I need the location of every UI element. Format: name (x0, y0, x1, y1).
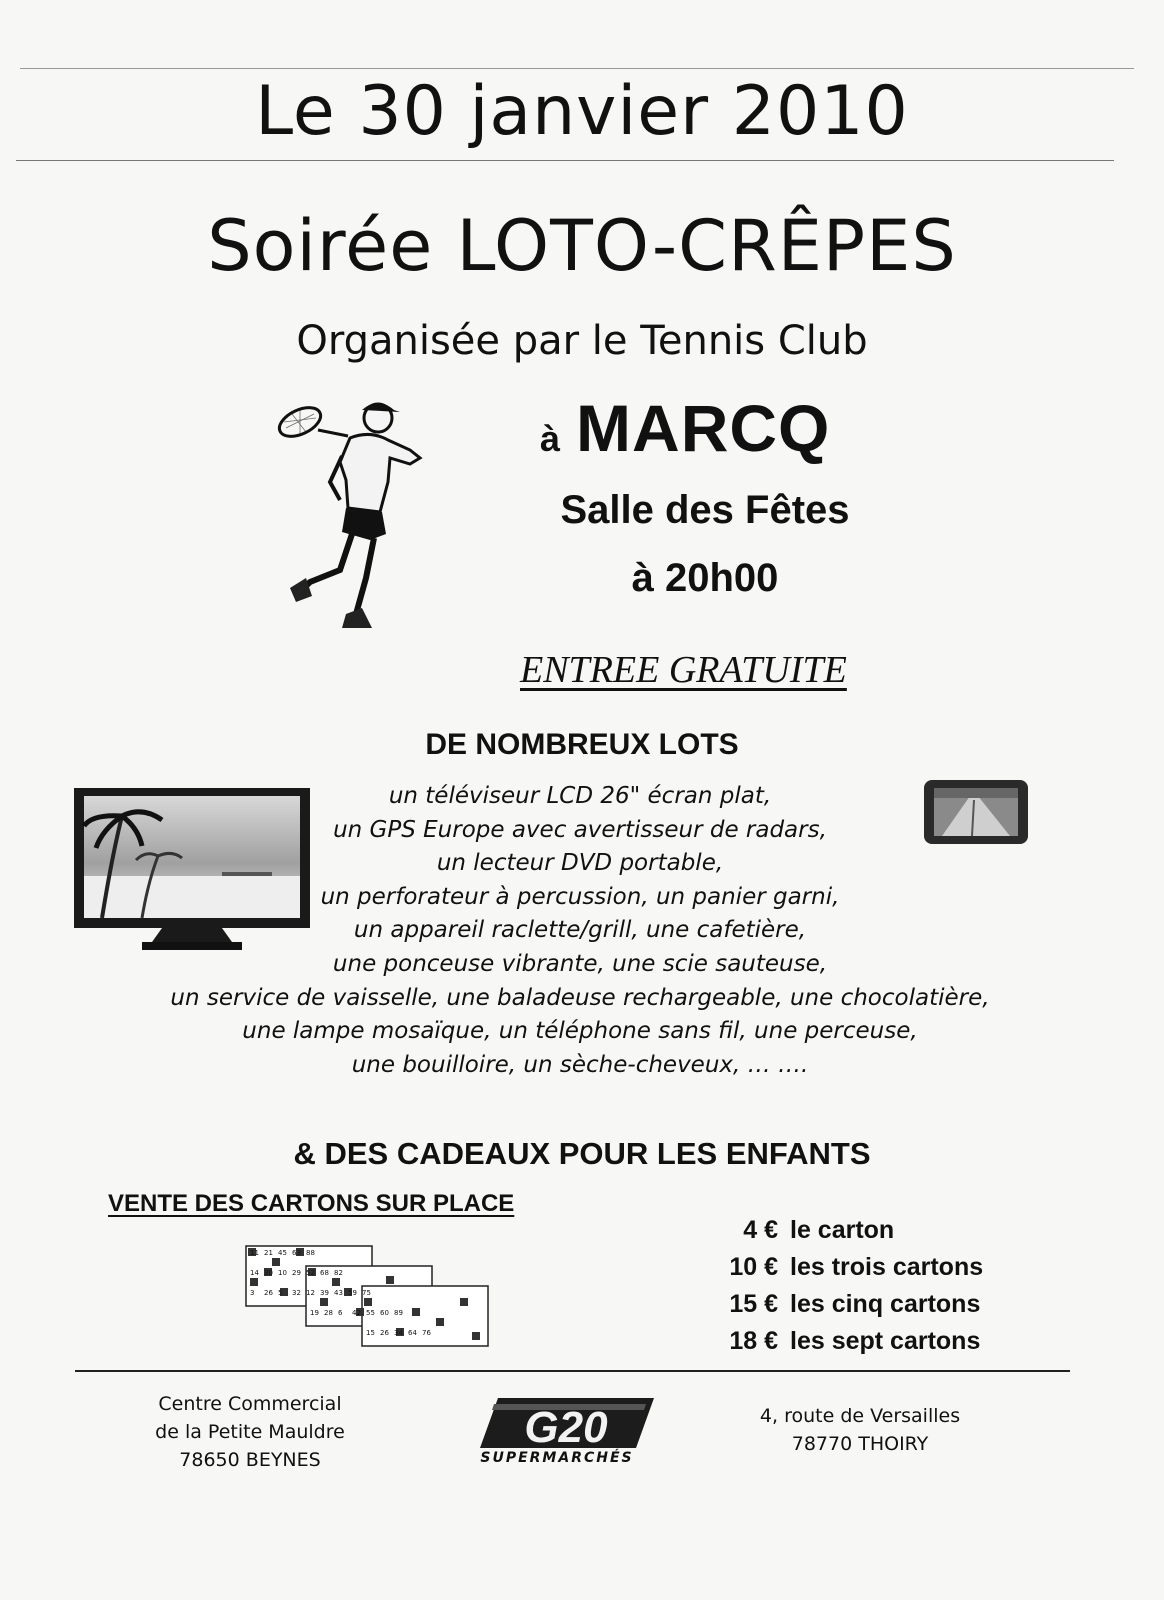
price-row (700, 1216, 983, 1253)
card-number: 75 (362, 1289, 371, 1297)
card-number: 55 (366, 1309, 375, 1317)
card-number: 11 (250, 1249, 259, 1257)
card-number: 76 (422, 1329, 431, 1337)
card-number: 82 (334, 1269, 343, 1277)
card-number: 60 (380, 1309, 389, 1317)
event-time: à 20h00 (631, 556, 779, 600)
organizer-subtitle: Organisée par le Tennis Club (296, 318, 868, 364)
price-label: les cinq cartons (790, 1290, 981, 1318)
free-entry: ENTREE GRATUITE (520, 649, 847, 691)
prize-line: un téléviseur LCD 26" écran plat, (388, 783, 772, 809)
card-number: 19 (310, 1309, 319, 1317)
card-number: 42 (352, 1309, 361, 1317)
event-location (540, 390, 830, 466)
store-address-right (730, 1402, 990, 1458)
prize-line: un lecteur DVD portable, (436, 850, 724, 877)
g20-subtitle: SUPERMARCHÉS (480, 1450, 634, 1466)
card-number: 29 (292, 1269, 301, 1277)
card-number: 89 (394, 1309, 403, 1317)
card-number: 26 (264, 1289, 273, 1297)
prize-line: une bouilloire, un sèche-cheveux, … …. (351, 1051, 809, 1078)
price-amount: 15 € (729, 1290, 778, 1318)
card-sale-heading: VENTE DES CARTONS SUR PLACE (108, 1190, 515, 1217)
card-number: 10 (278, 1269, 287, 1277)
card-number: 68 (320, 1269, 329, 1277)
location-name: MARCQ (576, 391, 831, 465)
card-number: 21 (264, 1249, 273, 1257)
card-number: 43 (334, 1289, 343, 1297)
card-number: 12 (306, 1289, 315, 1297)
price-label: les trois cartons (790, 1253, 984, 1281)
tennis-player-icon (270, 392, 440, 632)
prize-line: un perforateur à percussion, un panier garni, (320, 883, 840, 910)
prizes-heading: DE NOMBREUX LOTS (425, 728, 739, 761)
card-number: 30 (264, 1269, 273, 1277)
card-number: 34 (394, 1329, 403, 1337)
g20-logo-text: G20 (524, 1403, 608, 1452)
card-number: 52 (306, 1269, 315, 1277)
card-number: 64 (408, 1329, 417, 1337)
prize-line: un appareil raclette/grill, une cafetière, (353, 917, 807, 944)
prize-list (60, 780, 1100, 1082)
prize-line: un service de vaisselle, une baladeuse rechargeable, une chocolatière, (170, 984, 990, 1011)
address-line: de la Petite Mauldre (155, 1421, 345, 1443)
kids-gifts-heading: & DES CADEAUX POUR LES ENFANTS (293, 1136, 871, 1171)
card-number: 26 (380, 1329, 389, 1337)
card-number: 88 (306, 1249, 315, 1257)
top-rule (20, 68, 1134, 69)
address-line: 4, route de Versailles (759, 1405, 961, 1427)
address-line: 78650 BEYNES (179, 1449, 321, 1471)
price-row (700, 1327, 983, 1364)
card-number: 45 (278, 1249, 287, 1257)
location-prefix: à (540, 418, 561, 459)
card-number: 32 (292, 1289, 301, 1297)
card-number: 14 (250, 1269, 259, 1277)
footer-rule (75, 1370, 1070, 1372)
card-number: 59 (348, 1289, 357, 1297)
price-row (700, 1290, 983, 1327)
loto-cards-icon (236, 1236, 496, 1362)
prize-line: un GPS Europe avec avertisseur de radars, (333, 816, 827, 843)
address-line: Centre Commercial (158, 1393, 342, 1415)
price-label: les sept cartons (790, 1327, 981, 1355)
card-number: 3 (250, 1289, 255, 1297)
event-date: Le 30 janvier 2010 (255, 72, 909, 151)
event-title: Soirée LOTO-CRÊPES (207, 205, 957, 287)
price-row (700, 1253, 983, 1290)
price-table (700, 1216, 983, 1364)
card-number: 63 (292, 1249, 301, 1257)
g20-logo (468, 1392, 658, 1482)
date-underline (16, 160, 1114, 161)
prize-line: une lampe mosaïque, un téléphone sans fil, une perceuse, (242, 1018, 918, 1045)
card-number: 15 (366, 1329, 375, 1337)
card-number: 5 (278, 1289, 283, 1297)
card-number: 6 (338, 1309, 343, 1317)
store-address-left (110, 1390, 390, 1474)
price-amount: 18 € (729, 1327, 778, 1355)
price-label: le carton (790, 1216, 895, 1244)
event-venue: Salle des Fêtes (560, 488, 850, 532)
address-line: 78770 THOIRY (791, 1433, 929, 1455)
card-number: 39 (320, 1289, 329, 1297)
price-amount: 10 € (729, 1253, 778, 1281)
prize-line: une ponceuse vibrante, une scie sauteuse, (332, 950, 828, 977)
price-amount: 4 € (743, 1216, 778, 1244)
card-number: 28 (324, 1309, 333, 1317)
